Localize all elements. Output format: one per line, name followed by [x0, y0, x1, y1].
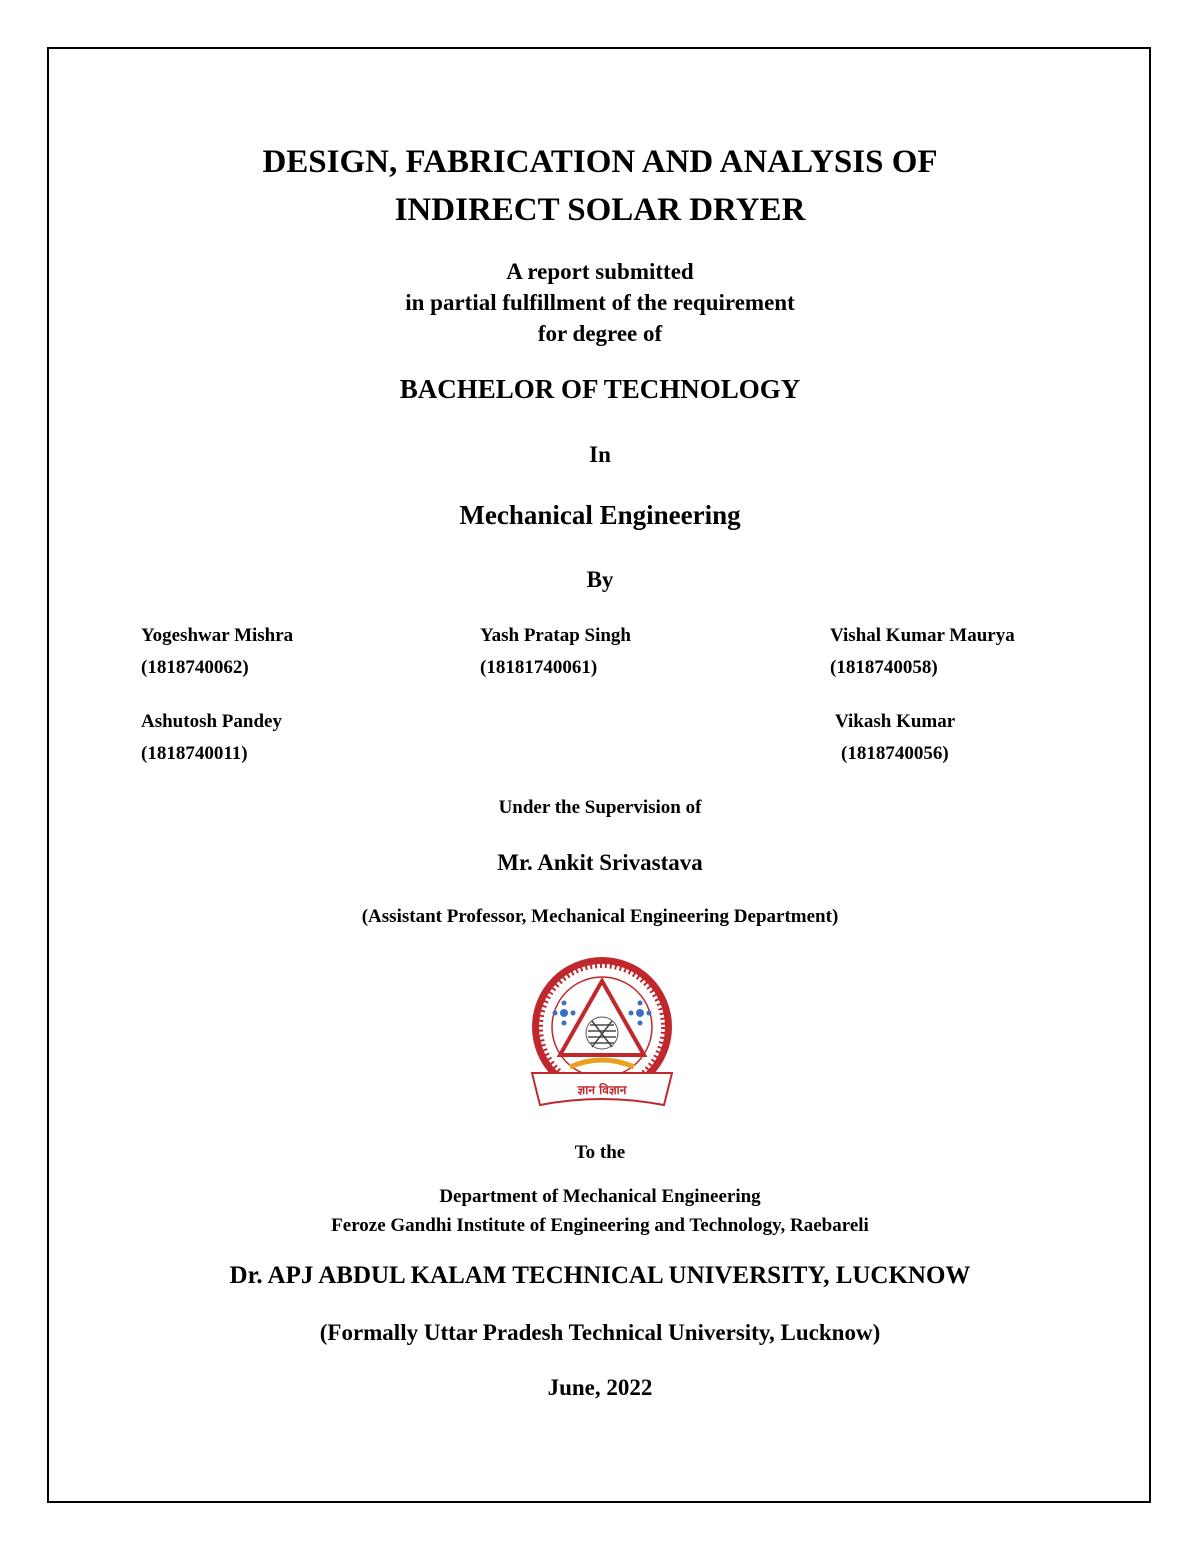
title-line-1: DESIGN, FABRICATION AND ANALYSIS OF	[262, 144, 938, 180]
to-the-label: To the	[574, 1142, 626, 1163]
student-3	[830, 620, 1015, 684]
department-name: Department of Mechanical Engineering	[439, 1186, 761, 1207]
supervisor-designation: (Assistant Professor, Mechanical Engineering Department)	[361, 906, 839, 927]
student-name: Ashutosh Pandey	[141, 711, 282, 732]
by-label: By	[586, 567, 614, 592]
title-line-2: INDIRECT SOLAR DRYER	[394, 192, 806, 228]
student-roll: (1818740058)	[830, 657, 938, 678]
student-4	[141, 706, 282, 770]
report-line-1: A report submitted	[506, 259, 694, 284]
degree-name: BACHELOR OF TECHNOLOGY	[399, 374, 801, 404]
supervision-label: Under the Supervision of	[498, 797, 702, 818]
student-name: Yogeshwar Mishra	[141, 625, 294, 646]
student-roll: (1818740011)	[141, 743, 248, 764]
report-line-3: for degree of	[537, 321, 663, 346]
student-name: Vikash Kumar	[835, 711, 956, 732]
institute-name: Feroze Gandhi Institute of Engineering and Technology, Raebareli	[331, 1215, 869, 1236]
university-formerly: (Formally Uttar Pradesh Technical University, Lucknow)	[319, 1320, 881, 1345]
submission-date: June, 2022	[547, 1375, 653, 1400]
student-name: Yash Pratap Singh	[480, 625, 631, 646]
student-roll: (1818740056)	[841, 743, 949, 764]
student-2	[480, 620, 631, 684]
student-5	[835, 706, 955, 770]
student-roll: (18181740061)	[480, 657, 598, 678]
student-name: Vishal Kumar Maurya	[830, 625, 1015, 646]
student-1	[141, 620, 293, 684]
university-name: Dr. APJ ABDUL KALAM TECHNICAL UNIVERSITY, LUCKNOW	[229, 1262, 971, 1289]
institute-emblem-icon	[512, 955, 692, 1120]
in-label: In	[589, 442, 611, 467]
report-line-2: in partial fulfillment of the requirement	[405, 290, 795, 315]
supervisor-name: Mr. Ankit Srivastava	[497, 850, 703, 875]
branch-name: Mechanical Engineering	[459, 500, 741, 530]
student-roll: (1818740062)	[141, 657, 249, 678]
emblem-motto: ज्ञान विज्ञान	[577, 1083, 627, 1097]
